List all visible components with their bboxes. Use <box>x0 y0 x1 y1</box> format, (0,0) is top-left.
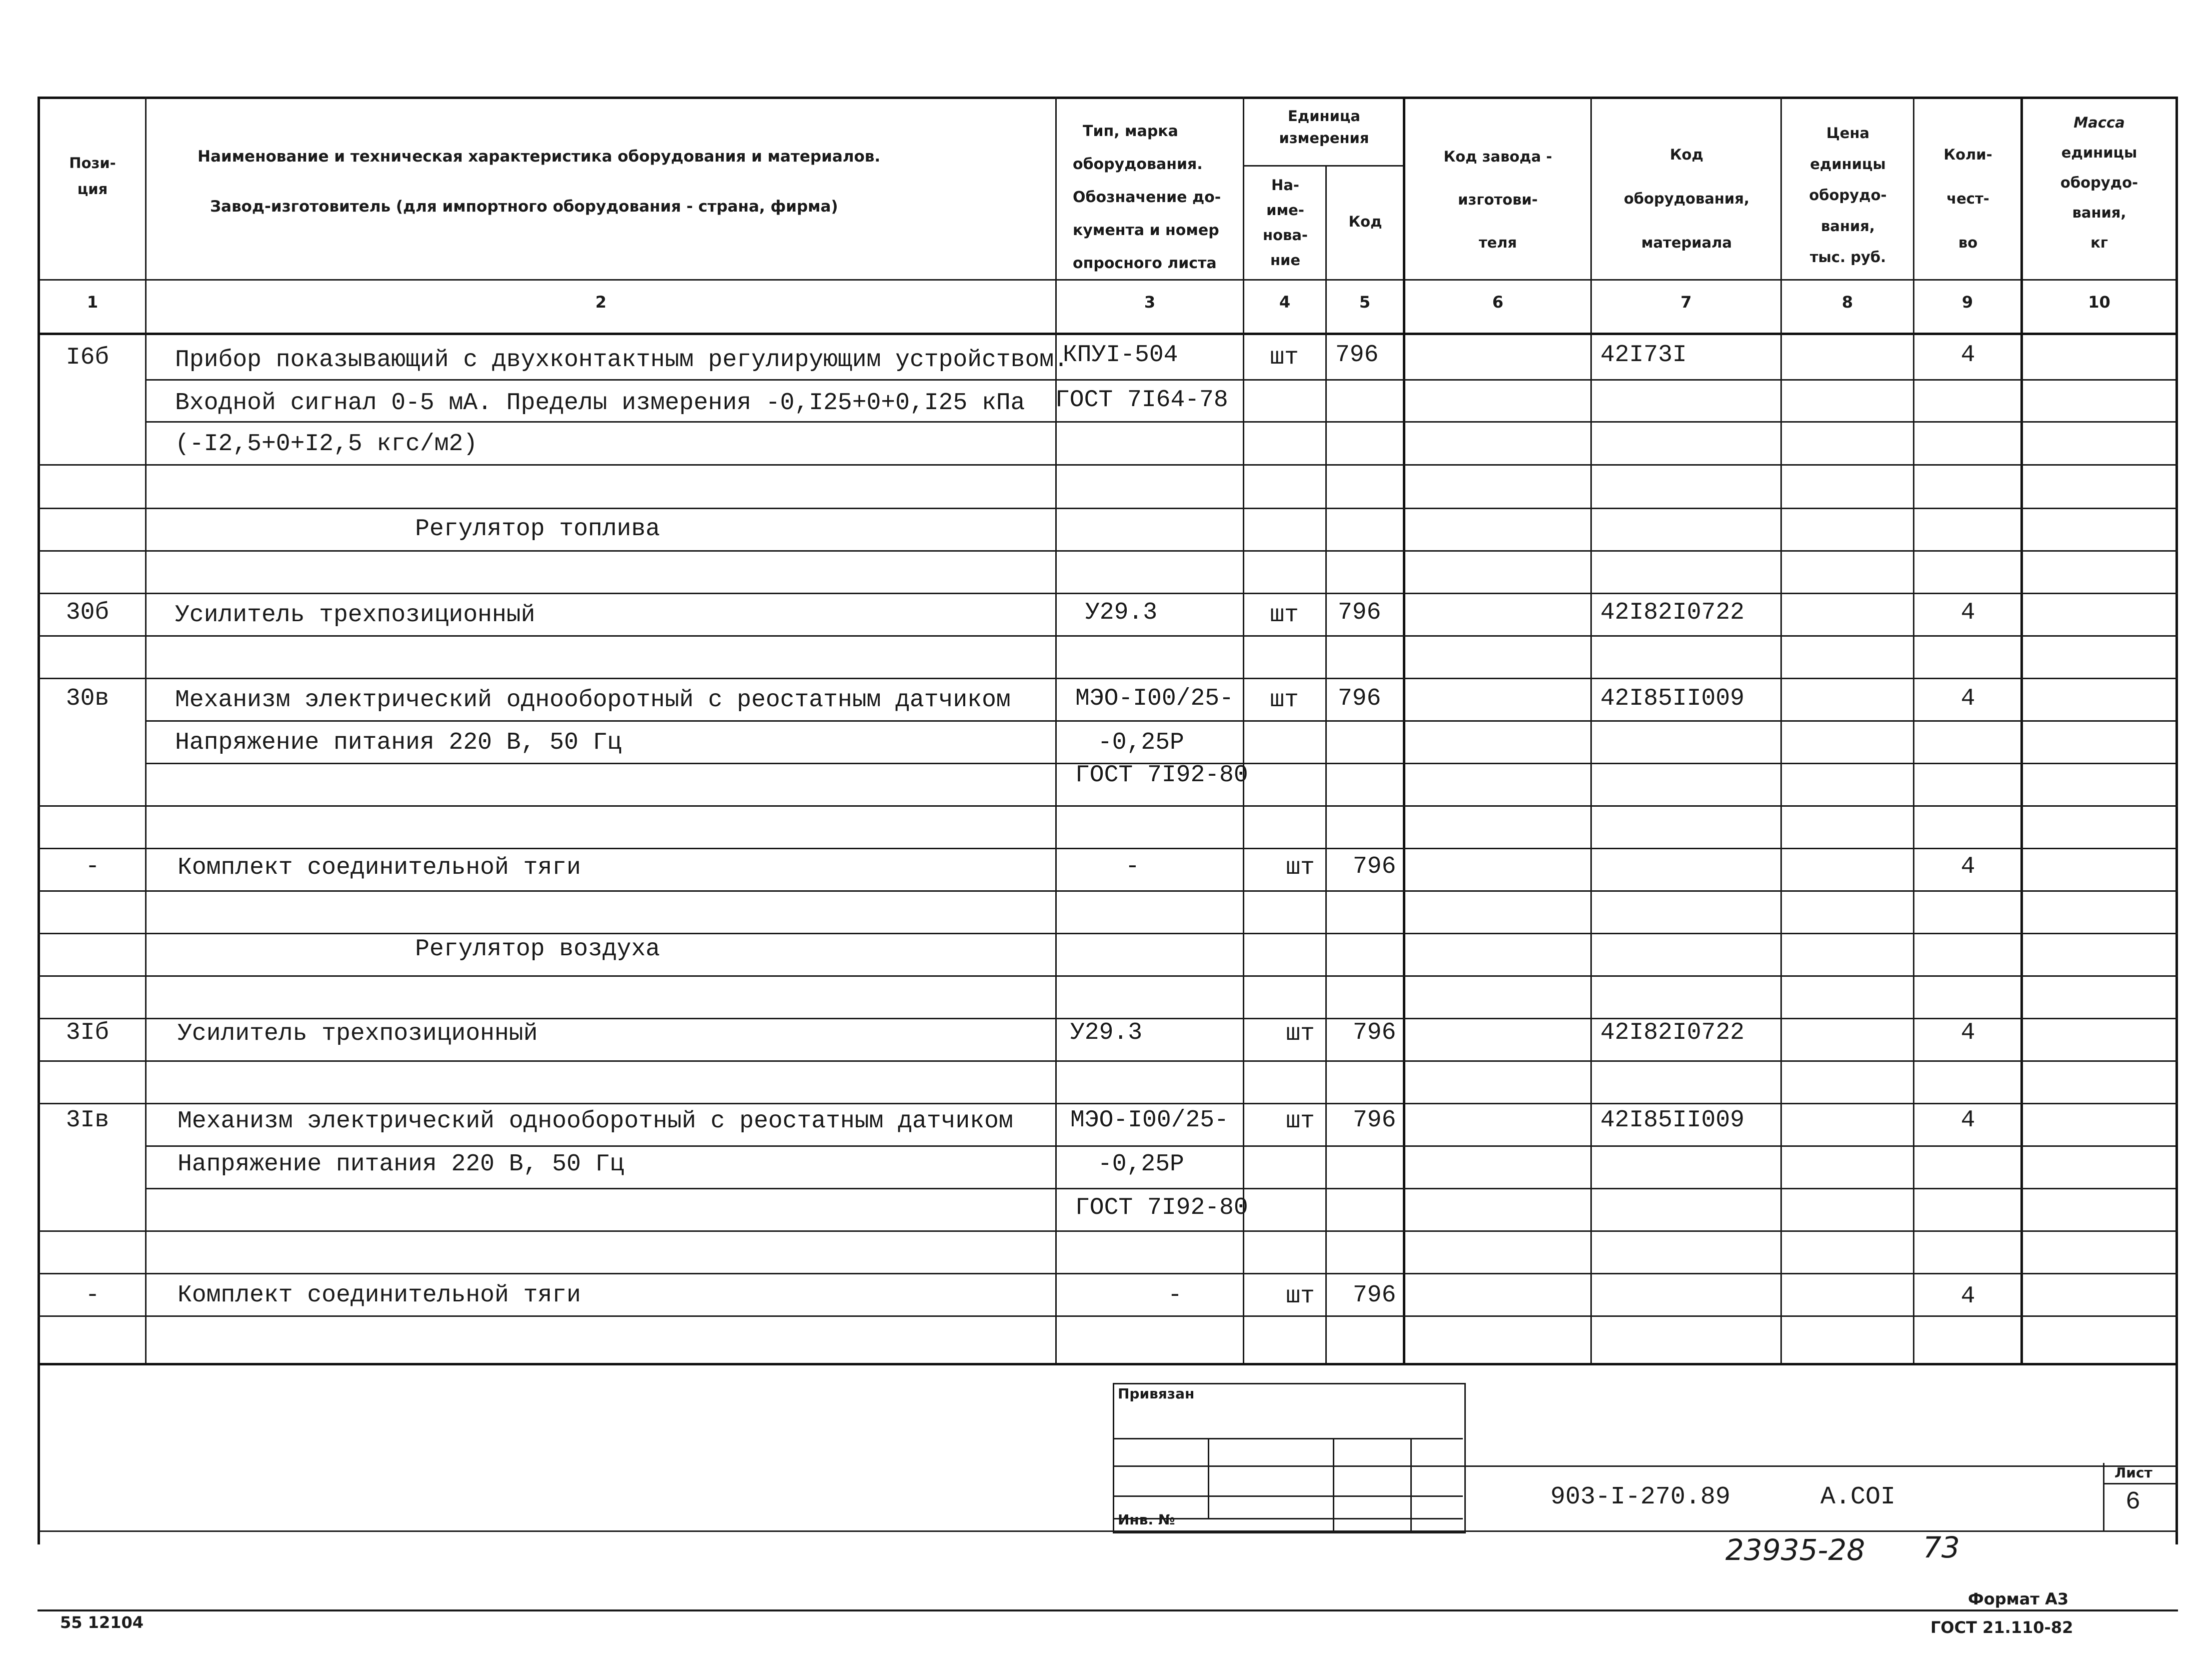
header-price-line: тыс. руб. <box>1809 249 1886 266</box>
row-line <box>38 805 2178 807</box>
col-line-9 <box>2020 97 2023 1364</box>
row-name: Напряжение питания 220 В, 50 Гц <box>175 729 622 756</box>
title-block-top-line <box>1463 1465 2178 1467</box>
row-equip-code: 42I82I0722 <box>1600 599 1745 626</box>
row-line <box>38 508 2178 509</box>
stamp-line <box>1333 1438 1334 1530</box>
row-name: Комплект соединительной тяги <box>178 854 581 881</box>
header-type <box>1073 115 1243 280</box>
row-qty: 4 <box>1960 1019 1975 1046</box>
row-pos: 3Iб <box>66 1019 110 1046</box>
row-name: Механизм электрический однооборотный с реостатным датчиком <box>178 1108 1013 1135</box>
header-unit-name-line: ние <box>1270 252 1301 269</box>
header-qty-line: Коли- <box>1943 146 1992 163</box>
col-number: 1 <box>87 293 99 312</box>
col-number: 10 <box>2088 293 2110 312</box>
row-type: У29.3 <box>1070 1019 1143 1046</box>
handwritten-number: 23935-28 <box>1725 1533 1865 1567</box>
header-factory-code <box>1405 135 1590 264</box>
row-line <box>145 1145 2175 1147</box>
header-price-line: Цена <box>1826 125 1870 142</box>
row-line <box>38 678 2178 679</box>
col-line-8 <box>1913 97 1914 1364</box>
row-unit: шт <box>1286 1283 1315 1310</box>
row-equip-code: 42I82I0722 <box>1600 1019 1745 1046</box>
header-mass-line: оборудо- <box>2060 174 2138 191</box>
row-name: Усилитель трехпозиционный <box>178 1020 538 1047</box>
title-block-bottom-line <box>38 1530 2178 1532</box>
row-unit: шт <box>1286 854 1315 881</box>
doc-code: А.СОI <box>1820 1483 1896 1511</box>
row-unit: шт <box>1270 602 1299 629</box>
col-line-3 <box>1243 97 1244 1364</box>
table-top-border <box>38 97 2178 99</box>
header-qty <box>1915 133 2020 265</box>
row-code: 796 <box>1335 342 1379 369</box>
handwritten-page: 73 <box>1923 1530 1960 1564</box>
col-line-1 <box>145 97 147 1364</box>
header-equip-code-line: Код <box>1669 146 1704 163</box>
header-unit-line: Единица <box>1288 108 1360 125</box>
row-name: Напряжение питания 220 В, 50 Гц <box>178 1151 624 1178</box>
row-type: МЭО-I00/25- <box>1075 685 1234 712</box>
row-line <box>38 933 2178 934</box>
row-name: Прибор показывающий с двухконтактным регулирующим устройством. <box>175 347 1068 374</box>
row-pos: 3Iв <box>66 1107 110 1134</box>
header-qty-line: чест- <box>1946 190 1989 207</box>
row-code: 796 <box>1338 599 1381 626</box>
row-line <box>38 1273 2178 1274</box>
row-name: Комплект соединительной тяги <box>178 1282 581 1309</box>
header-factory-code-line: теля <box>1478 234 1517 251</box>
row-line <box>38 975 2178 977</box>
row-line <box>38 1230 2178 1232</box>
row-equip-code: 42I73I <box>1600 342 1687 369</box>
row-type: - <box>1168 1282 1182 1309</box>
doc-number: 903-I-270.89 <box>1550 1483 1731 1511</box>
row-equip-code: 42I85II009 <box>1600 1107 1745 1134</box>
row-code: 796 <box>1353 1107 1396 1134</box>
col-number: 8 <box>1841 293 1853 312</box>
row-line <box>38 635 2178 637</box>
col-number: 4 <box>1279 293 1291 312</box>
bottom-rule <box>38 1609 2178 1611</box>
header-equip-code-line: материала <box>1641 234 1732 251</box>
header-mass-line: единицы <box>2061 144 2137 161</box>
header-equip-code <box>1593 133 1780 265</box>
row-qty: 4 <box>1960 853 1975 880</box>
header-factory-code-line: изготови- <box>1458 191 1538 208</box>
row-type: МЭО-I00/25- <box>1070 1107 1229 1134</box>
header-price-line: оборудо- <box>1809 187 1887 204</box>
row-unit: шт <box>1286 1108 1315 1135</box>
row-unit: шт <box>1270 344 1299 371</box>
row-type: ГОСТ 7I92-80 <box>1075 1194 1248 1221</box>
row-code: 796 <box>1353 853 1396 880</box>
table-right-border <box>2175 97 2178 1544</box>
row-line <box>145 720 2175 722</box>
gost-label: ГОСТ 21.110-82 <box>1930 1618 2073 1637</box>
header-mass-line: кг <box>2090 234 2108 251</box>
header-type-line: опросного листа <box>1073 255 1217 272</box>
row-type: - <box>1125 853 1140 880</box>
stamp-inv-label: Инв. № <box>1118 1511 1175 1528</box>
row-pos: 30б <box>66 599 110 626</box>
row-line <box>145 1188 2175 1189</box>
col-number: 6 <box>1492 293 1504 312</box>
row-name: (-I2,5+0+I2,5 кгс/м2) <box>175 431 478 458</box>
header-mass-line: Масса <box>2073 114 2125 131</box>
row-type: У29.3 <box>1085 599 1158 626</box>
row-type: -0,25Р <box>1098 1151 1184 1178</box>
row-qty: 4 <box>1960 1107 1975 1134</box>
row-line <box>145 421 2175 423</box>
header-unit-name-line: нова- <box>1263 227 1308 244</box>
col-numbers-bottom-line <box>38 333 2178 335</box>
row-line <box>38 890 2178 892</box>
row-type: -0,25Р <box>1098 729 1184 756</box>
row-line <box>38 1060 2178 1062</box>
col-number: 3 <box>1144 293 1156 312</box>
header-name-line1: Наименование и техническая характеристика оборудования и материалов. <box>198 148 881 166</box>
row-name: Входной сигнал 0-5 мА. Пределы измерения -0,I25+0+0,I25 кПа <box>175 390 1025 417</box>
sheet-box-left <box>2103 1463 2104 1530</box>
section-title: Регулятор топлива <box>415 516 660 543</box>
header-qty-line: во <box>1958 234 1978 251</box>
col-number: 9 <box>1961 293 1973 312</box>
header-pos-line: Пози- <box>69 155 116 172</box>
header-mass-line: вания, <box>2072 204 2126 221</box>
row-pos: 30в <box>66 685 110 712</box>
header-factory-code-line: Код завода - <box>1443 148 1552 165</box>
header-type-line: кумента и номер <box>1073 222 1219 239</box>
row-qty: 4 <box>1960 685 1975 712</box>
header-unit-name-line: име- <box>1266 202 1304 219</box>
unit-subheader-line <box>1243 165 1403 167</box>
row-name: Механизм электрический однооборотный с реостатным датчиком <box>175 687 1011 714</box>
header-type-line: Тип, марка <box>1083 123 1178 140</box>
col-line-6 <box>1590 97 1592 1364</box>
row-line <box>38 848 2178 849</box>
table-left-border <box>38 97 40 1544</box>
row-line <box>38 550 2178 552</box>
row-line <box>38 464 2178 466</box>
col-line-4 <box>1325 165 1327 1364</box>
row-qty: 4 <box>1960 1283 1975 1310</box>
header-unit-name-line: На- <box>1271 177 1299 194</box>
col-number: 5 <box>1359 293 1371 312</box>
row-line <box>38 1315 2178 1317</box>
stamp-privyazan-box <box>1113 1383 1466 1533</box>
stamp-privyazan-label: Привязан <box>1118 1385 1195 1402</box>
col-line-7 <box>1780 97 1782 1364</box>
header-price-line: единицы <box>1810 156 1886 173</box>
table-body-bottom-line <box>38 1363 2178 1365</box>
header-type-line: Обозначение до- <box>1073 189 1221 206</box>
header-mass <box>2023 108 2175 258</box>
row-line <box>38 1103 2178 1104</box>
sheet-box-divider <box>2103 1483 2178 1484</box>
header-price <box>1783 118 1913 273</box>
row-pos: - <box>85 1282 100 1309</box>
header-pos-line: ция <box>77 181 108 198</box>
row-qty: 4 <box>1960 342 1975 369</box>
header-unit <box>1245 105 1403 149</box>
col-line-5 <box>1403 97 1405 1364</box>
row-pos: I6б <box>66 344 110 371</box>
row-code: 796 <box>1353 1282 1396 1309</box>
row-equip-code: 42I85II009 <box>1600 685 1745 712</box>
stamp-line <box>1410 1438 1412 1530</box>
row-unit: шт <box>1270 687 1299 714</box>
format-label: Формат А3 <box>1968 1589 2069 1608</box>
col-number: 2 <box>595 293 607 312</box>
header-pos <box>40 150 145 202</box>
header-equip-code-line: оборудования, <box>1623 190 1750 207</box>
section-title: Регулятор воздуха <box>415 936 660 963</box>
row-unit: шт <box>1286 1020 1315 1047</box>
row-pos: - <box>85 853 100 880</box>
header-type-line: оборудования. <box>1073 156 1203 173</box>
row-code: 796 <box>1353 1019 1396 1046</box>
stamp-line <box>1208 1438 1209 1518</box>
sheet-number: 6 <box>2125 1488 2141 1516</box>
col-number: 7 <box>1680 293 1692 312</box>
header-name-line2: Завод-изготовитель (для импортного оборудования - страна, фирма) <box>210 198 838 216</box>
row-name: Усилитель трехпозиционный <box>175 602 536 629</box>
row-line <box>38 593 2178 594</box>
row-type: ГОСТ 7I92-80 <box>1075 762 1248 789</box>
row-qty: 4 <box>1960 599 1975 626</box>
sheet-label: Лист <box>2114 1464 2152 1481</box>
row-code: 796 <box>1338 685 1381 712</box>
row-line <box>145 379 2175 381</box>
header-unit-code: Код <box>1348 213 1382 230</box>
row-type: ГОСТ 7I64-78 <box>1055 387 1228 414</box>
header-unit-line: измерения <box>1279 130 1369 147</box>
bottom-left-code: 55 12104 <box>60 1613 144 1632</box>
header-price-line: вания, <box>1821 218 1875 235</box>
row-type: КПУI-504 <box>1063 342 1178 369</box>
col-line-2 <box>1055 97 1057 1364</box>
header-unit-name <box>1245 173 1325 273</box>
